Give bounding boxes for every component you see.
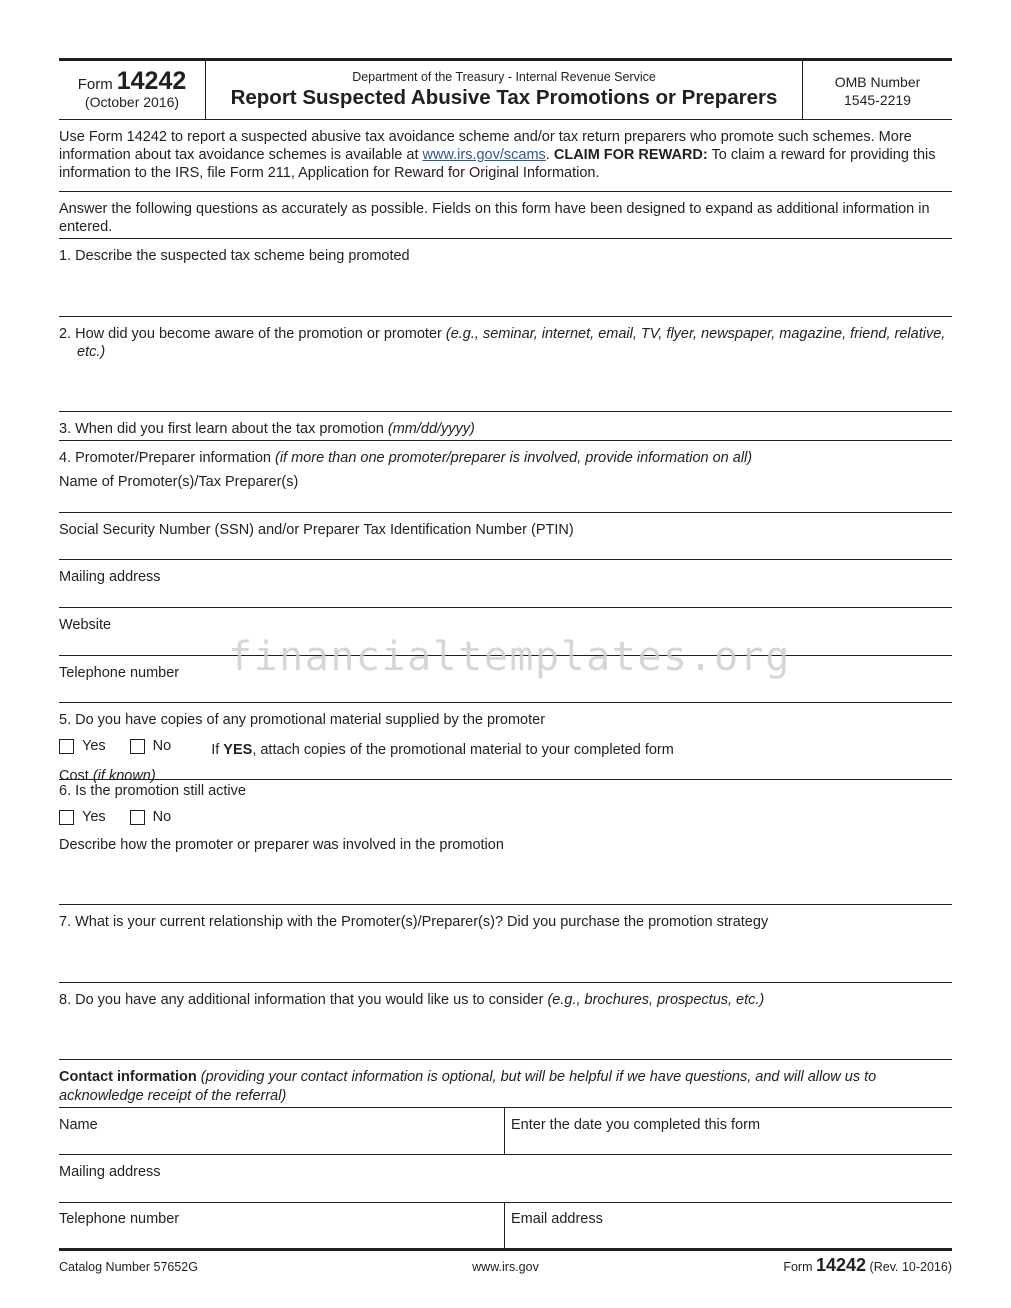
q6-options [59,808,952,830]
q7-field[interactable] [59,905,952,983]
q6-section [59,780,952,905]
contact-date-label: Enter the date you completed this form [511,1117,761,1133]
q5-no-checkbox[interactable] [130,739,145,754]
q6-label: 6. Is the promotion still active [59,783,246,799]
form-title-box [206,61,802,119]
q6-no-checkbox[interactable] [130,810,145,825]
q4-label: 4. Promoter/Preparer information [59,450,275,466]
form-footer [59,1255,952,1276]
q6-describe-field[interactable] [59,836,952,854]
contact-name-label: Name [59,1117,98,1133]
q2-field[interactable] [59,317,952,412]
intro-section [59,120,952,192]
q4-hint: (if more than one promoter/preparer is involved, provide information on all) [274,450,753,466]
q8-label: 8. Do you have any additional information that you would like us to consider [59,992,548,1008]
q3-field[interactable] [59,412,952,441]
form-id-box [59,61,206,119]
q7-label: 7. What is your current relationship with the Promoter(s)/Preparer(s)? Did you purchase the promotion strategy [59,914,769,930]
q5-no-option[interactable] [130,737,172,755]
department: Department of the Treasury - Internal Revenue Service [352,70,656,84]
contact-phone-field[interactable] [59,1203,505,1248]
q4-ssn-field[interactable] [59,513,952,560]
q4-name-label: Name of Promoter(s)/Tax Preparer(s) [59,474,299,490]
footer-rev: (Rev. 10-2016) [869,1260,952,1274]
q4-address-field[interactable] [59,560,952,608]
bottom-rule [59,1248,952,1251]
q6-no-label: No [152,809,172,825]
q5-if: If [211,741,224,758]
form-number: 14242 [116,67,187,95]
instructions-section [59,192,952,239]
q5-options [59,737,952,759]
contact-title: Contact information [59,1069,197,1085]
contact-date-field[interactable] [505,1108,952,1154]
form-date: (October 2016) [84,94,180,110]
q8-field[interactable] [59,983,952,1060]
q5-cost-hint: (if known) [92,767,156,784]
q2-hint: (e.g., seminar, internet, email, TV, flyer, newspaper, magazine, friend, relative, etc.) [77,326,946,360]
q3-hint: (mm/dd/yyyy) [387,421,475,437]
q6-describe-label: Describe how the promoter or preparer was involved in the promotion [59,836,504,853]
q6-yes-option[interactable] [59,808,106,826]
contact-phone-label: Telephone number [59,1211,180,1227]
q5-attach: , attach copies of the promotional material to your completed form [252,741,674,758]
q5-label: 5. Do you have copies of any promotional material supplied by the promoter [59,712,546,728]
contact-heading [59,1060,952,1108]
q5-instruction [211,742,674,758]
intro-text-2: . [545,147,554,163]
q1-field[interactable] [59,239,952,317]
q8-hint: (e.g., brochures, prospectus, etc.) [547,992,765,1008]
form-header [59,61,952,120]
q5-section [59,703,952,784]
q5-no-label: No [152,738,172,754]
q2-label: 2. How did you become aware of the promotion or promoter [59,326,446,342]
q5-yes-label: Yes [82,738,106,754]
watermark: financialtemplates.org [228,634,791,680]
intro-text-1: Use Form 14242 to report a suspected abusive tax avoidance scheme and/or tax return preparers who promote such schemes. More information about tax avoidance schemes is available at [59,129,912,163]
contact-row-3 [59,1203,952,1248]
scams-link[interactable]: www.irs.gov/scams [422,147,546,163]
footer-form-id [652,1255,952,1276]
catalog-number: Catalog Number 57652G [59,1260,198,1274]
footer-form-number: 14242 [816,1255,867,1275]
footer-website: www.irs.gov [472,1260,539,1274]
footer-form-word: Form [783,1260,813,1274]
q5-yes-checkbox[interactable] [59,739,74,754]
instructions-text: Answer the following questions as accurately as possible. Fields on this form have been designed to expand as additional information in entered. [59,201,930,235]
claim-for-reward: CLAIM FOR REWARD: [553,147,708,163]
contact-row-1 [59,1108,952,1155]
q4-phone-label: Telephone number [59,665,180,681]
contact-email-field[interactable] [505,1203,952,1248]
q5-yes-bold: YES [223,741,253,758]
q4-ssn-label: Social Security Number (SSN) and/or Preparer Tax Identification Number (PTIN) [59,522,574,538]
q4-address-label: Mailing address [59,569,161,585]
form-word: Form [77,76,113,93]
form-title: Report Suspected Abusive Tax Promotions or Preparers [230,86,778,109]
q5-yes-option[interactable] [59,737,106,755]
q6-no-option[interactable] [130,808,172,826]
intro-text-3: To claim a reward for providing this information to the IRS, file Form 211, Application for Reward for Original Information. [59,147,936,181]
q6-yes-label: Yes [82,809,106,825]
contact-name-field[interactable] [59,1108,505,1154]
contact-email-label: Email address [511,1211,603,1227]
contact-hint: (providing your contact information is optional, but will be helpful if we have questions, and will allow us to acknowledge receipt of the referral) [59,1069,877,1104]
omb-label: OMB Number [834,74,921,90]
contact-address-field[interactable] [59,1155,952,1203]
contact-address-label: Mailing address [59,1164,161,1180]
q3-label: 3. When did you first learn about the tax promotion [59,421,388,437]
q4-name-field[interactable] [59,441,952,513]
omb-box [802,61,952,119]
q5-cost-label: Cost [59,767,93,784]
q4-website-label: Website [59,617,112,633]
q1-label: 1. Describe the suspected tax scheme being promoted [59,248,410,264]
omb-number: 1545-2219 [844,92,911,108]
q6-yes-checkbox[interactable] [59,810,74,825]
